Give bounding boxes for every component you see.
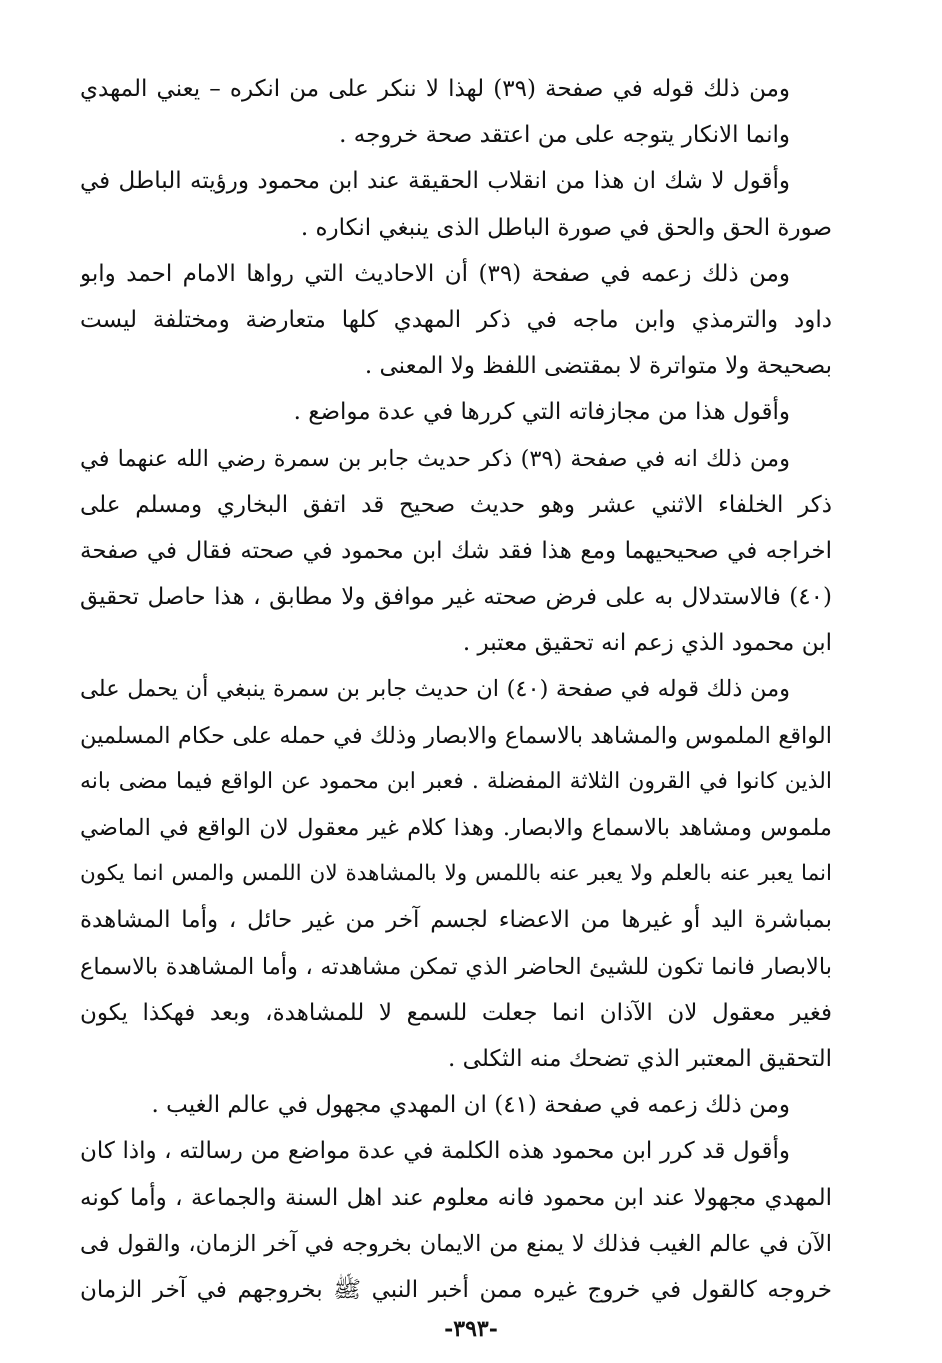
text-line: التحقيق المعتبر الذي تضحك منه الثكلى . (448, 1045, 832, 1072)
text-line: ومن ذلك زعمه في صفحة (٣٩) أن الاحاديث التي رواها الامام احمد وابو (80, 260, 790, 287)
text-line: ومن ذلك قوله في صفحة (٤٠) ان حديث جابر بن سمرة ينبغي أن يحمل على (80, 676, 791, 703)
text-line: داود والترمذي وابن ماجه في ذكر المهدي كلها متعارضة ومختلفة ليست (80, 306, 832, 333)
text-line: اخراجه في صحيحيهما ومع هذا فقد شك ابن محمود في صحته فقال في صفحة (80, 537, 832, 564)
text-line: فغير معقول لان الآذان انما جعلت للسمع لا للمشاهدة، وبعد فهكذا يكون (80, 999, 832, 1026)
text-line: ومن ذلك زعمه في صفحة (٤١) ان المهدي مجهول في عالم الغيب . (151, 1092, 790, 1119)
text-line: بصحيحة ولا متواترة لا بمقتضى اللفظ ولا المعنى . (364, 353, 832, 380)
text-line: ابن محمود الذي زعم انه تحقيق معتبر . (462, 630, 832, 657)
text-line: بمباشرة اليد أو غيرها من الاعضاء لجسم آخر من غير حائل ، وأما المشاهدة (80, 907, 832, 934)
text-line: وأقول هذا من مجازفاته التي كررها في عدة مواضع . (293, 399, 790, 426)
text-line: ومن ذلك انه في صفحة (٣٩) ذكر حديث جابر بن سمرة رضي الله عنهما في (80, 445, 790, 472)
text-line: (٤٠) فالاستدلال به على فرض صحته غير موافق ولا مطابق ، هذا حاصل تحقيق (80, 584, 832, 611)
text-line: ذكر الخلفاء الاثني عشر وهو حديث صحيح قد اتفق البخاري ومسلم على (80, 491, 832, 518)
text-line: الذين كانوا في القرون الثلاثة المفضلة . فعبر ابن محمود عن الواقع فيما مضى بانه (80, 768, 832, 794)
page-number: -٣٩٣- (444, 1316, 498, 1342)
text-line: صورة الحق والحق في صورة الباطل الذى ينبغي انكاره . (300, 214, 832, 241)
text-line: ملموس ومشاهد بالاسماع والابصار. وهذا كلام غير معقول لان الواقع في الماضي (80, 815, 832, 841)
text-line: بالابصار فانما تكون للشيئ الحاضر الذي تمكن مشاهدته ، وأما المشاهدة بالاسماع (80, 953, 832, 980)
text-line: وانما الانكار يتوجه على من اعتقد صحة خروجه . (339, 122, 790, 149)
text-line: المهدي مجهولا عند ابن محمود فانه معلوم عند اهل السنة والجماعة ، وأما كونه (80, 1184, 832, 1211)
text-line: انما يعبر عنه بالعلم ولا يعبر عنه باللمس ولا بالمشاهدة لان اللمس والمس انما يكون (80, 861, 832, 887)
body-text (80, 66, 832, 1313)
text-line: وأقول قد كرر ابن محمود هذه الكلمة في عدة مواضع من رسالته ، واذا كان (80, 1138, 790, 1165)
text-line: الآن في عالم الغيب فذلك لا يمنع من الايمان بخروجه في آخر الزمان، والقول فى (80, 1230, 832, 1257)
text-line: ومن ذلك قوله في صفحة (٣٩) لهذا لا ننكر على من انكره – يعني المهدي (80, 76, 790, 102)
text-line: خروجه كالقول في خروج غيره ممن أخبر النبي ﷺ بخروجهم في آخر الزمان (80, 1276, 832, 1303)
text-line: وأقول لا شك ان هذا من انقلاب الحقيقة عند ابن محمود ورؤيته الباطل في (80, 168, 790, 195)
text-line: الواقع الملموس والمشاهد بالاسماع والابصار وذلك في حمله على حكام المسلمين (80, 722, 832, 749)
